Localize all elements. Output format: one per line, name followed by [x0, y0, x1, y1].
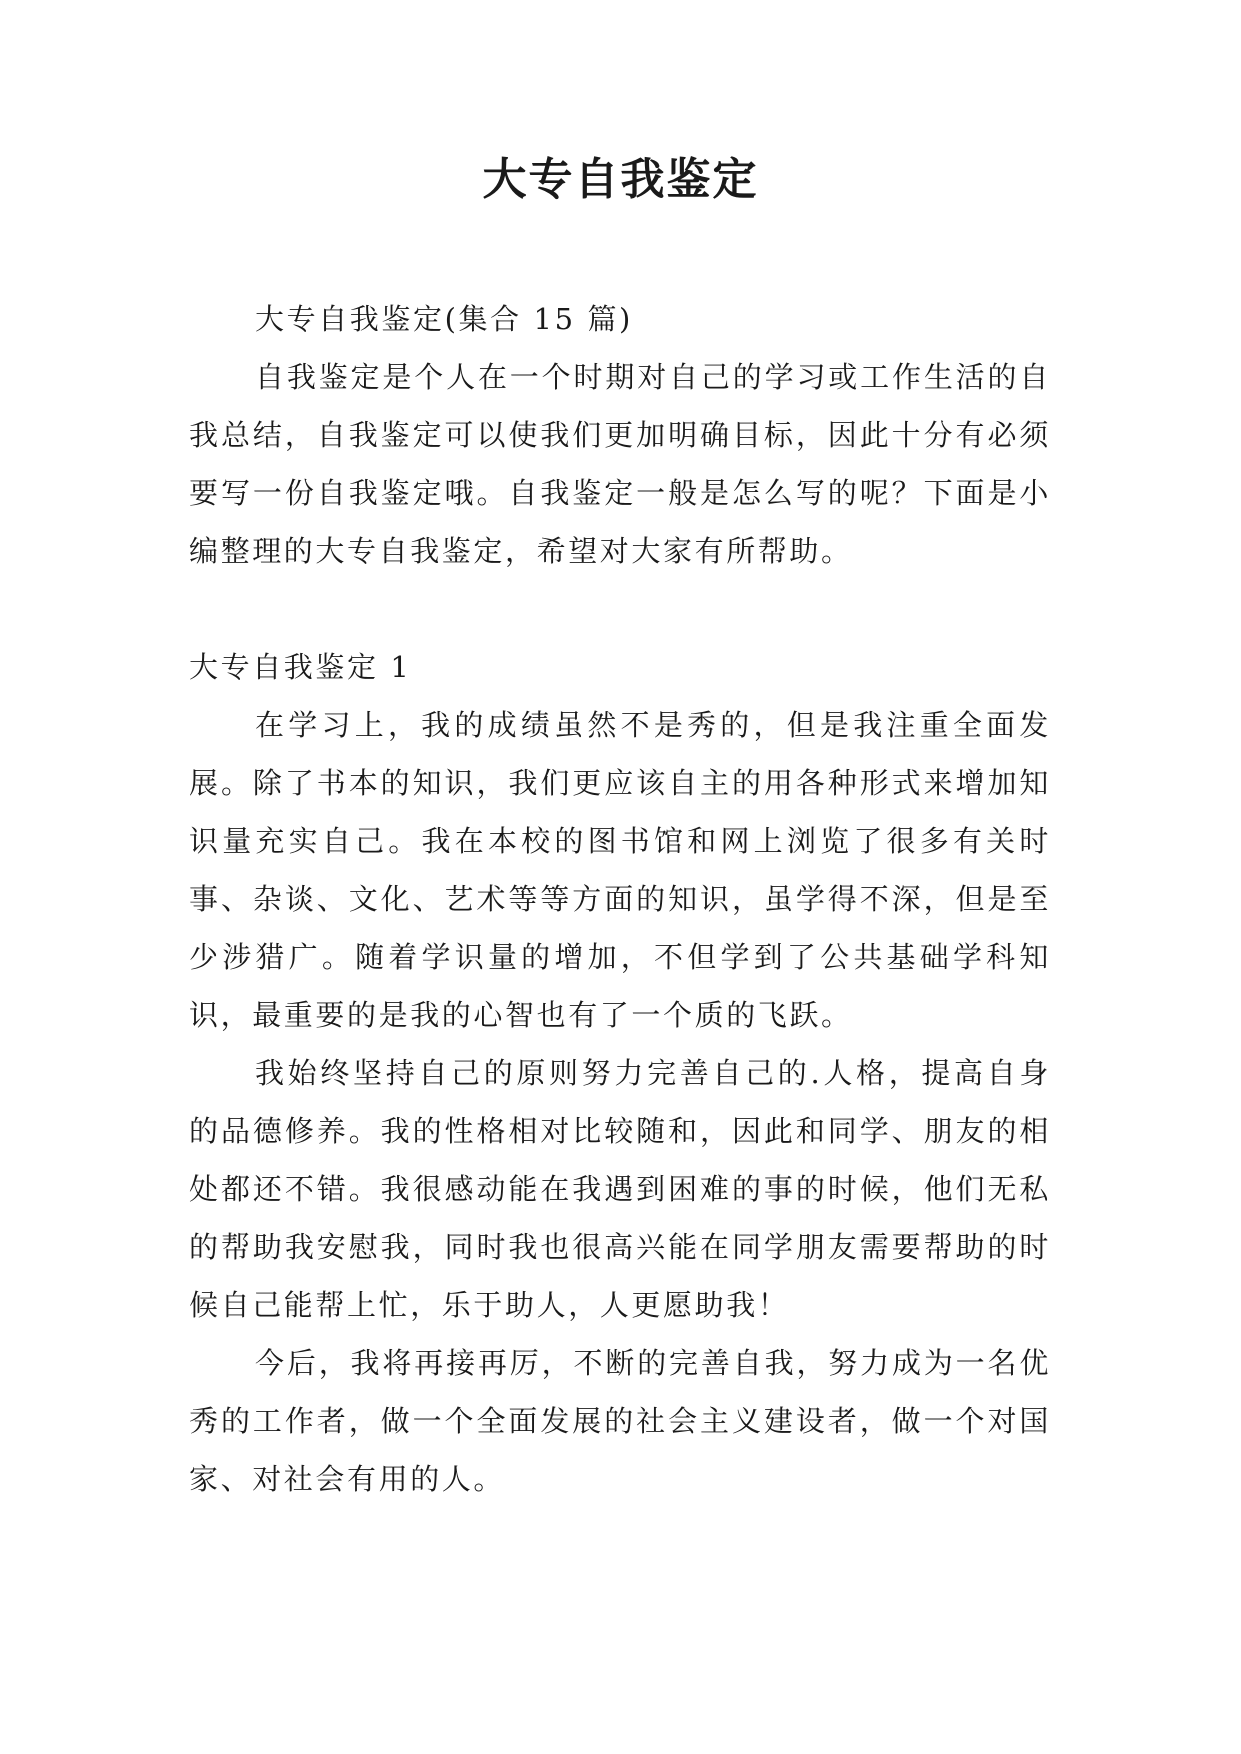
- document-subtitle: 大专自我鉴定(集合 15 篇): [255, 302, 633, 336]
- section-paragraph: 在学习上，我的成绩虽然不是秀的，但是我注重全面发展。除了书本的知识，我们更应该自主的用各种形式来增加知识量充实自己。我在本校的图书馆和网上浏览了很多有关时事、杂谈、文化、艺术等等方面的知识，虽学得不深，但是至少涉猎广。随着学识量的增加，不但学到了公共基础学科知识，最重要的是我的心智也有了一个质的飞跃。: [189, 708, 1051, 1032]
- section-paragraph: 今后，我将再接再厉，不断的完善自我，努力成为一名优秀的工作者，做一个全面发展的社会主义建设者，做一个对国家、对社会有用的人。: [189, 1346, 1051, 1496]
- section-paragraph: 我始终坚持自己的原则努力完善自己的.人格，提高自身的品德修养。我的性格相对比较随和，因此和同学、朋友的相处都还不错。我很感动能在我遇到困难的事的时候，他们无私的帮助我安慰我，同时我也很高兴能在同学朋友需要帮助的时候自己能帮上忙，乐于助人，人更愿助我！: [189, 1056, 1051, 1322]
- intro-paragraph: 自我鉴定是个人在一个时期对自己的学习或工作生活的自我总结，自我鉴定可以使我们更加明确目标，因此十分有必须要写一份自我鉴定哦。自我鉴定一般是怎么写的呢？下面是小编整理的大专自我鉴定，希望对大家有所帮助。: [189, 360, 1051, 568]
- document-body: [189, 290, 1051, 1508]
- document-title: 大专自我鉴定: [482, 154, 759, 205]
- section-heading: 大专自我鉴定 1: [189, 650, 412, 684]
